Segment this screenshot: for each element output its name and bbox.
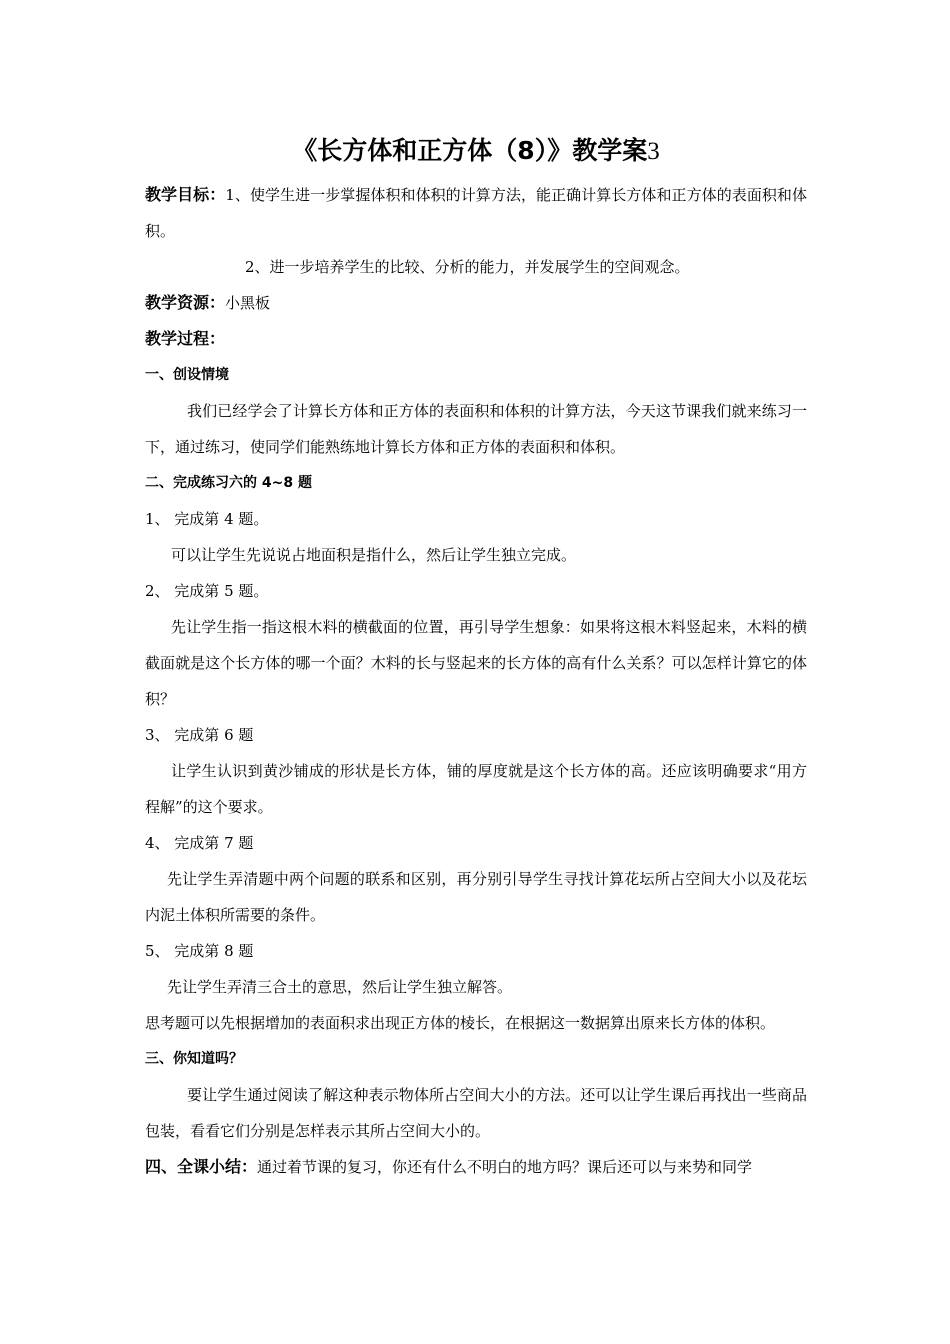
resources-paragraph <box>145 285 807 321</box>
exercise-1-label: 1、 完成第 4 题。 <box>145 510 269 528</box>
section-2-heading: 二、完成练习六的 4~8 题 <box>145 475 312 491</box>
summary-text: 通过着节课的复习，你还有什么不明白的地方吗？课后还可以与来势和同学 <box>257 1158 753 1176</box>
exercise-3-note: 让学生认识到黄沙铺成的形状是长方体，铺的厚度就是这个长方体的高。还应该明确要求“用方程解”的这个要求。 <box>145 762 807 816</box>
document-title <box>145 128 807 175</box>
exercise-3-label: 3、 完成第 6 题 <box>145 726 254 744</box>
exercise-1-note: 可以让学生先说说占地面积是指什么，然后让学生独立完成。 <box>171 546 577 564</box>
document-page <box>145 128 807 1185</box>
section-3-paragraph: 要让学生通过阅读了解这种表示物体所占空间大小的方法。还可以让学生课后再找出一些商品包装，看看它们分别是怎样表示其所占空间大小的。 <box>145 1086 807 1140</box>
goals-paragraph <box>145 177 807 249</box>
process-label: 教学过程： <box>145 329 226 348</box>
exercise-2-label: 2、 完成第 5 题。 <box>145 582 269 600</box>
resources-value: 小黑板 <box>225 294 271 312</box>
exercise-4-note: 先让学生弄清题中两个问题的联系和区别，再分别引导学生寻找计算花坛所占空间大小以及花坛内泥土体积所需要的条件。 <box>145 870 807 924</box>
summary-paragraph <box>145 1149 807 1185</box>
section-3-heading: 三、你知道吗？ <box>145 1051 243 1067</box>
exercise-5-note: 先让学生弄清三合土的意思，然后让学生独立解答。 <box>167 978 513 996</box>
resources-label: 教学资源： <box>145 293 226 312</box>
goal-item-1: 1、使学生进一步掌握体积和体积的计算方法，能正确计算长方体和正方体的表面积和体积。 <box>145 186 807 240</box>
goal-item-2: 2、进一步培养学生的比较、分析的能力，并发展学生的空间观念。 <box>245 258 690 276</box>
summary-label: 四、全课小结： <box>145 1157 258 1176</box>
thinking-question: 思考题可以先根据增加的表面积求出现正方体的棱长，在根据这一数据算出原来长方体的体积。 <box>145 1014 776 1032</box>
section-1-heading: 一、创设情境 <box>145 367 229 383</box>
goals-label: 教学目标： <box>145 185 226 204</box>
exercise-5-label: 5、 完成第 8 题 <box>145 942 254 960</box>
exercise-2-note: 先让学生指一指这根木料的横截面的位置，再引导学生想象：如果将这根木料竖起来，木料的横截面就是这个长方体的哪一个面？木料的长与竖起来的长方体的高有什么关系？可以怎样计算它的体积？ <box>145 618 807 708</box>
title-number: 3 <box>647 138 660 165</box>
section-1-paragraph: 我们已经学会了计算长方体和正方体的表面积和体积的计算方法，今天这节课我们就来练习一下，通过练习，使同学们能熟练地计算长方体和正方体的表面积和体积。 <box>145 402 807 456</box>
exercise-4-label: 4、 完成第 7 题 <box>145 834 254 852</box>
title-text: 《长方体和正方体（8）》教学案 <box>292 136 648 165</box>
